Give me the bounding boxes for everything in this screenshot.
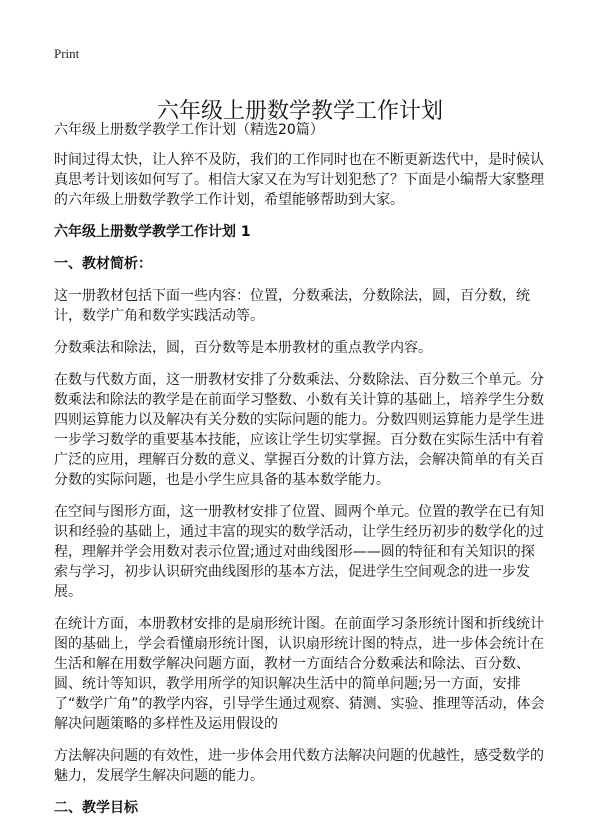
- section-title: 六年级上册数学教学工作计划 1: [54, 224, 251, 240]
- paragraph: 这一册教材包括下面一些内容：位置，分数乘法，分数除法，圆，百分数，统计，数学广角和数学实践活动等。: [54, 288, 530, 324]
- paragraph: 分数乘法和除法，圆，百分数等是本册教材的重点教学内容。: [54, 340, 432, 356]
- paragraph: 在空间与图形方面，这一册教材安排了位置、圆两个单元。位置的教学在已有知识和经验的基础上，通过丰富的现实的数学活动，让学生经历初步的数学化的过程，理解并学会用数对表示位置;通过对曲线图形——圆的特征和有关知识的探索与学习，初步认识研究曲线图形的基本方法，促进学生空间观念的进一步发展。: [54, 504, 544, 600]
- paragraph: 在统计方面，本册教材安排的是扇形统计图。在前面学习条形统计图和折线统计图的基础上，学会看懂扇形统计图，认识扇形统计图的特点，进一步体会统计在生活和解在用数学解决问题方面，教材一方面结合分数乘法和除法、百分数、圆、统计等知识，教学用所学的知识解决生活中的简单问题;另一方面，安排了“数学广角”的教学内容，引导学生通过观察、猜测、实验、推理等活动，体会解决问题策略的多样性及运用假设的: [54, 616, 545, 732]
- heading-goals: 二、教学目标: [54, 800, 138, 816]
- page-title: 六年级上册数学教学工作计划: [156, 98, 443, 124]
- print-link[interactable]: Print: [54, 46, 80, 61]
- intro-paragraph: 时间过得太快，让人猝不及防，我们的工作同时也在不断更新迭代中，是时候认真思考计划该如何写了。相信大家又在为写计划犯愁了？下面是小编帮大家整理的六年级上册数学教学工作计划，希望能够帮助到大家。: [54, 152, 544, 208]
- heading-materials: 一、教材简析：: [54, 256, 152, 272]
- paragraph: 在数与代数方面，这一册教材安排了分数乘法、分数除法、百分数三个单元。分数乘法和除法的教学是在前面学习整数、小数有关计算的基础上，培养学生分数四则运算能力以及解决有关分数的实际问题的能力。分数四则运算能力是学生进一步学习数学的重要基本技能，应该让学生切实掌握。百分数在实际生活中有着广泛的应用，理解百分数的意义、掌握百分数的计算方法，会解决简单的有关百分数的实际问题，也是小学生应具备的基本数学能力。: [54, 372, 544, 488]
- article-body: [54, 120, 548, 828]
- subtitle: 六年级上册数学教学工作计划（精选20篇）: [54, 122, 324, 138]
- paragraph: 方法解决问题的有效性，进一步体会用代数方法解决问题的优越性，感受数学的魅力，发展学生解决问题的能力。: [54, 748, 544, 784]
